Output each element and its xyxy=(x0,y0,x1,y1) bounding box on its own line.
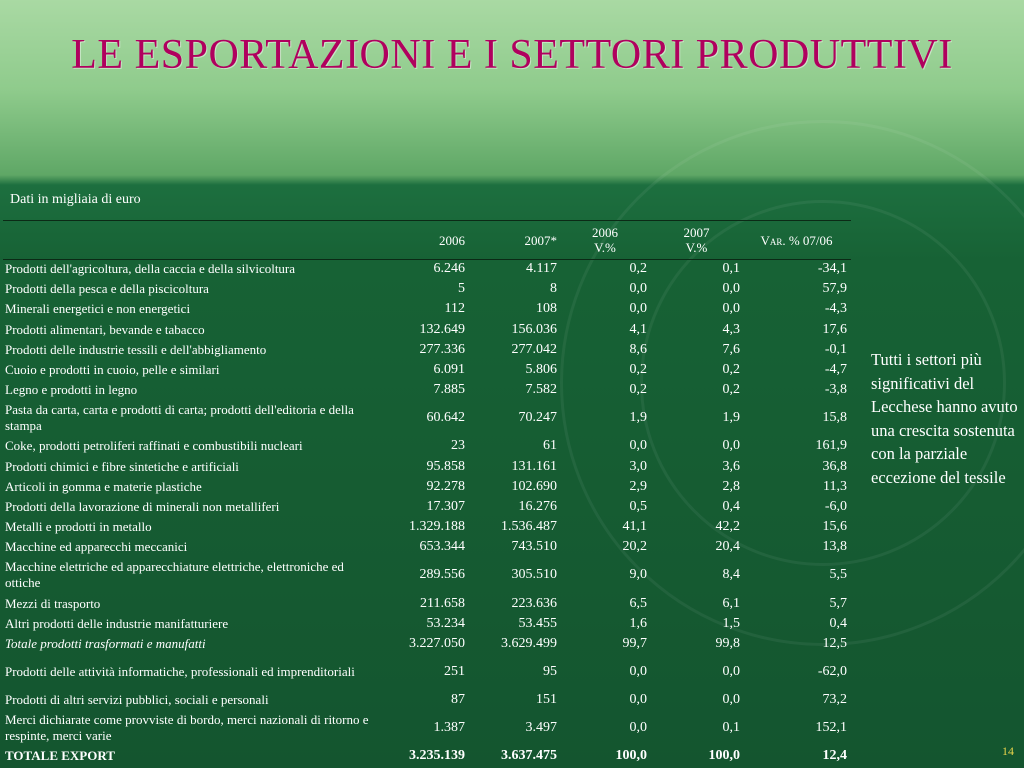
value-2007: 102.690 xyxy=(511,478,557,494)
share-2007: 20,4 xyxy=(715,539,740,555)
share-2006: 0,0 xyxy=(629,720,647,736)
value-2007: 3.637.475 xyxy=(501,748,557,764)
variation: 12,5 xyxy=(822,635,847,651)
variation: 13,8 xyxy=(822,539,847,555)
share-2006: 0,2 xyxy=(629,261,647,277)
variation: 57,9 xyxy=(822,281,847,297)
value-2006: 6.246 xyxy=(433,261,465,277)
variation: -62,0 xyxy=(817,664,847,679)
share-2006: 20,2 xyxy=(622,539,647,555)
header-share-2007 xyxy=(651,221,744,259)
value-2006: 60.642 xyxy=(426,410,465,426)
value-2007: 1.536.487 xyxy=(501,519,557,535)
share-2006: 41,1 xyxy=(622,519,647,535)
table-header-row xyxy=(3,221,851,259)
sector-label: Macchine ed apparecchi meccanici xyxy=(5,539,188,555)
value-2007: 7.582 xyxy=(525,382,557,398)
variation: 11,3 xyxy=(823,478,847,494)
value-2007: 5.806 xyxy=(525,362,557,378)
share-2007: 0,0 xyxy=(722,438,740,454)
share-2007: 2,8 xyxy=(722,478,740,494)
value-2007: 743.510 xyxy=(511,539,557,555)
value-2006: 95.858 xyxy=(426,458,465,474)
header-variation: Var. % 07/06 xyxy=(760,232,833,248)
value-2006: 7.885 xyxy=(433,382,465,398)
header-2007: 2007* xyxy=(524,232,557,248)
table-row xyxy=(3,320,851,340)
share-2006: 9,0 xyxy=(629,567,647,583)
variation: -6,0 xyxy=(824,498,847,514)
value-2006: 653.344 xyxy=(419,539,465,555)
variation: -34,1 xyxy=(817,261,847,277)
exports-table xyxy=(3,221,851,766)
sector-label: Minerali energetici e non energetici xyxy=(5,301,191,317)
share-2007: 0,1 xyxy=(722,261,740,277)
slide-title: LE ESPORTAZIONI E I SETTORI PRODUTTIVI xyxy=(71,32,953,78)
sector-label: TOTALE EXPORT xyxy=(5,748,115,764)
sector-label: Totale prodotti trasformati e manufatti xyxy=(5,635,206,651)
value-2007: 223.636 xyxy=(511,595,557,611)
share-2006: 3,0 xyxy=(629,458,647,474)
table-row xyxy=(3,690,851,710)
share-2006: 0,5 xyxy=(629,498,647,514)
share-2006: 1,6 xyxy=(629,615,647,631)
table-row xyxy=(3,360,851,380)
sector-label: Prodotti della lavorazione di minerali non metalliferi xyxy=(5,498,280,514)
value-2007: 3.629.499 xyxy=(501,635,557,651)
table-row xyxy=(3,436,851,456)
sector-label: Pasta da carta, carta e prodotti di carta; prodotti dell'editoria e della stampa xyxy=(5,402,354,434)
share-2006: 0,0 xyxy=(629,281,647,297)
share-2007: 1,5 xyxy=(722,615,740,631)
share-2006: 4,1 xyxy=(629,321,647,337)
share-2007: 0,1 xyxy=(722,720,740,736)
share-2007: 0,2 xyxy=(722,362,740,378)
table-row xyxy=(3,340,851,360)
sector-label: Cuoio e prodotti in cuoio, pelle e similari xyxy=(5,362,220,378)
table-header-rule xyxy=(3,259,851,260)
share-2006: 2,9 xyxy=(629,478,647,494)
share-2007: 0,0 xyxy=(722,692,740,708)
value-2007: 156.036 xyxy=(511,321,557,337)
value-2006: 251 xyxy=(444,664,465,679)
value-2006: 1.387 xyxy=(433,720,465,736)
sector-label: Mezzi di trasporto xyxy=(5,595,101,611)
share-2007: 0,4 xyxy=(722,498,740,514)
value-2007: 4.117 xyxy=(526,261,557,277)
variation: 5,7 xyxy=(829,595,847,611)
value-2006: 92.278 xyxy=(426,478,465,494)
share-2007: 1,9 xyxy=(722,410,740,426)
value-2006: 277.336 xyxy=(419,341,465,357)
share-2007: 99,8 xyxy=(715,635,740,651)
share-2007: 7,6 xyxy=(722,341,740,357)
table-row xyxy=(3,400,851,436)
value-2007: 95 xyxy=(543,664,557,679)
value-2006: 17.307 xyxy=(426,498,465,514)
value-2007: 16.276 xyxy=(518,498,557,514)
table-row xyxy=(3,593,851,613)
value-2007: 277.042 xyxy=(511,341,557,357)
share-2007: 42,2 xyxy=(715,519,740,535)
value-2007: 151 xyxy=(536,692,557,708)
table-row xyxy=(3,497,851,517)
header-sector xyxy=(3,221,375,259)
header-share-2007-year: 2007 xyxy=(683,225,710,240)
value-2006: 132.649 xyxy=(419,321,465,337)
sector-label: Merci dichiarate come provviste di bordo, merci nazionali di ritorno e respinte, merci varie xyxy=(5,712,369,744)
share-2007: 6,1 xyxy=(722,595,740,611)
units-note: Dati in migliaia di euro xyxy=(10,192,141,207)
sector-label: Altri prodotti delle industrie manifatturiere xyxy=(5,615,229,631)
table-row xyxy=(3,557,851,593)
value-2007: 8 xyxy=(550,281,557,297)
variation: -4,3 xyxy=(824,301,847,317)
sector-label: Prodotti alimentari, bevande e tabacco xyxy=(5,321,205,337)
share-2007: 8,4 xyxy=(722,567,740,583)
sector-label: Prodotti dell'agricoltura, della caccia e della silvicoltura xyxy=(5,261,296,277)
side-note: Tutti i settori più significativi del Lecchese hanno avuto una crescita sostenuta con la parziale eccezione del tessile xyxy=(871,350,1018,487)
share-2006: 0,2 xyxy=(629,382,647,398)
sector-label: Macchine elettriche ed apparecchiature elettriche, elettroniche ed ottiche xyxy=(5,559,344,591)
variation: 5,5 xyxy=(829,567,847,583)
share-2007: 4,3 xyxy=(722,321,740,337)
share-2006: 0,0 xyxy=(629,664,647,679)
share-2006: 0,0 xyxy=(629,301,647,317)
share-2006: 0,0 xyxy=(629,438,647,454)
value-2007: 70.247 xyxy=(518,410,557,426)
value-2007: 108 xyxy=(536,301,557,317)
value-2006: 23 xyxy=(451,438,465,454)
share-2006: 0,2 xyxy=(629,362,647,378)
table-row xyxy=(3,634,851,654)
table-row xyxy=(3,537,851,557)
share-2006: 0,0 xyxy=(629,692,647,708)
variation: 0,4 xyxy=(829,615,847,631)
header-2006: 2006 xyxy=(439,232,465,248)
header-share-2006-year: 2006 xyxy=(592,225,618,240)
page-number: 14 xyxy=(1002,744,1014,758)
variation: -4,7 xyxy=(824,362,847,378)
variation: 17,6 xyxy=(822,321,847,337)
table-row xyxy=(3,654,851,690)
value-2006: 87 xyxy=(451,692,465,708)
variation: 73,2 xyxy=(822,692,847,708)
share-2007: 0,0 xyxy=(722,281,740,297)
table-row xyxy=(3,614,851,634)
share-2006: 6,5 xyxy=(629,595,647,611)
sector-label: Metalli e prodotti in metallo xyxy=(5,519,152,535)
share-2006: 99,7 xyxy=(622,635,647,651)
sector-label: Prodotti chimici e fibre sintetiche e artificiali xyxy=(5,458,239,474)
sector-label: Coke, prodotti petroliferi raffinati e combustibili nucleari xyxy=(5,438,303,454)
value-2007: 61 xyxy=(543,438,557,454)
variation: 152,1 xyxy=(815,720,847,736)
sector-label: Articoli in gomma e materie plastiche xyxy=(5,478,202,494)
variation: 15,8 xyxy=(822,410,847,426)
value-2006: 112 xyxy=(444,301,465,317)
share-2006: 100,0 xyxy=(615,748,647,764)
value-2006: 3.235.139 xyxy=(409,748,465,764)
share-2006: 8,6 xyxy=(629,341,647,357)
value-2006: 289.556 xyxy=(419,567,465,583)
table-row xyxy=(3,279,851,299)
table-row xyxy=(3,710,851,746)
value-2007: 305.510 xyxy=(511,567,557,583)
sector-label: Prodotti delle attività informatiche, professionali ed imprenditoriali xyxy=(5,664,355,679)
header-share-2006 xyxy=(561,221,651,259)
table-row xyxy=(3,746,851,766)
table-row xyxy=(3,259,851,279)
variation: -0,1 xyxy=(824,341,847,357)
sector-label: Legno e prodotti in legno xyxy=(5,382,138,398)
table-row xyxy=(3,299,851,319)
share-2007: 3,6 xyxy=(722,458,740,474)
header-share-2006-unit: V.% xyxy=(594,240,616,255)
variation: 161,9 xyxy=(815,438,847,454)
value-2007: 131.161 xyxy=(511,458,557,474)
share-2007: 0,2 xyxy=(722,382,740,398)
value-2007: 3.497 xyxy=(525,720,557,736)
sector-label: Prodotti della pesca e della piscicoltura xyxy=(5,281,209,297)
variation: 36,8 xyxy=(822,458,847,474)
table-row xyxy=(3,477,851,497)
share-2007: 0,0 xyxy=(722,301,740,317)
variation: 12,4 xyxy=(822,748,847,764)
value-2007: 53.455 xyxy=(518,615,557,631)
table-row xyxy=(3,517,851,537)
share-2006: 1,9 xyxy=(629,410,647,426)
value-2006: 211.658 xyxy=(420,595,465,611)
table-row xyxy=(3,457,851,477)
sector-label: Prodotti di altri servizi pubblici, sociali e personali xyxy=(5,692,269,708)
value-2006: 3.227.050 xyxy=(409,635,465,651)
variation: 15,6 xyxy=(822,519,847,535)
header-share-2007-unit: V.% xyxy=(685,240,708,255)
variation: -3,8 xyxy=(824,382,847,398)
value-2006: 53.234 xyxy=(426,615,465,631)
sector-label: Prodotti delle industrie tessili e dell'abbigliamento xyxy=(5,341,267,357)
share-2007: 100,0 xyxy=(708,748,740,764)
value-2006: 5 xyxy=(458,281,465,297)
table-row xyxy=(3,380,851,400)
value-2006: 1.329.188 xyxy=(409,519,465,535)
value-2006: 6.091 xyxy=(433,362,465,378)
share-2007: 0,0 xyxy=(722,664,740,679)
